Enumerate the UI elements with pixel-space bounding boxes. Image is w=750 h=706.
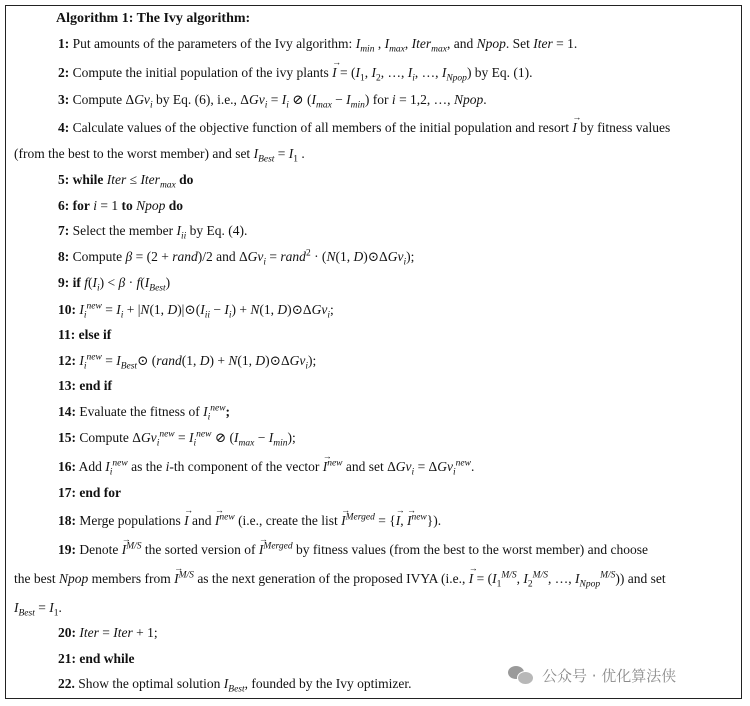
step-6: 6: for i = 1 to Npop do <box>58 198 184 213</box>
step-19: 19: Denote → $I^{M/S}$ the sorted version of → $I^{Merged}$ by fitness values (from the best to the worst member) and choose <box>58 541 648 558</box>
step-14: 14: Evaluate the fitness of $I_i^{new}$; <box>58 403 231 423</box>
step-21: 21: end while <box>58 651 135 666</box>
step-19-cont2: $I_{Best} = I_1$. <box>14 600 62 619</box>
step-15: 15: Compute $\Delta Gv_i^{new} = I_i^{new}$ ⊘ $(I_{max} - I_{min})$; <box>58 429 296 449</box>
step-17: 17: end for <box>58 485 121 500</box>
step-8: 8: Compute β = (2 + rand)/2 and ΔGv$_i$ = rand$^2$ · (N(1, D)⊙ΔGv$_i$); <box>58 248 415 268</box>
step-4-cont: (from the best to the worst member) and set $I_{Best} = I_1$ . <box>14 146 305 165</box>
step-12: 12: $I_i^{new}$ = $I_{Best}⊙$ (rand(1, D) + N(1, D)⊙ΔGv$_i$); <box>58 352 317 372</box>
step-19-cont: the best Npop members from → $I^{M/S}$ as the next generation of the proposed IVYA (i.e., → $I = (I_1^{M/S}$, $I_2^{M/S}$, …, $I_{Npop}^{M/S}$)) and set <box>14 570 666 587</box>
step-1: 1: Put amounts of the parameters of the Ivy algorithm: $I_{min}$ , $I_{max}$, Iter$_{max}$, and Npop. Set Iter = 1. <box>58 36 578 55</box>
watermark-text: 公众号 · 优化算法侠 <box>542 666 677 685</box>
step-5: 5: while Iter ≤ Iter$_{max}$ do <box>58 172 194 191</box>
step-7: 7: Select the member $I_{ii}$ by Eq. (4). <box>58 223 248 242</box>
step-13: 13: end if <box>58 378 113 393</box>
wechat-icon <box>508 664 534 686</box>
step-9: 9: if $f(I_i) < \beta \cdot f(I_{Best})$ <box>58 275 171 294</box>
step-18: 18: Merge populations → I and → $I^{new}$ (i.e., create the list → $I^{Merged}$ = {→ I, → $I^{new}$}). <box>58 512 441 529</box>
step-2: 2: Compute the initial population of the ivy plants → $I = (I_1$, $I_2$, …, $I_i$, …, $I_{Npop}$) by Eq. (1). <box>58 64 533 81</box>
algorithm-title: Algorithm 1: The Ivy algorithm: <box>56 11 251 26</box>
step-4: 4: Calculate values of the objective function of all members of the initial population and resort → I by fitness values <box>58 119 670 136</box>
step-3: 3: Compute ΔGv$_i$ by Eq. (6), i.e., $\Delta Gv_i = I_i$ ⊘ $(I_{max} - I_{min})$ for i = 1,2, …, Npop. <box>58 92 487 111</box>
step-22: 22. Show the optimal solution $I_{Best}$, founded by the Ivy optimizer. <box>58 676 412 695</box>
step-20: 20: Iter = Iter + 1; <box>58 625 158 640</box>
step-11: 11: else if <box>58 327 112 342</box>
watermark <box>508 664 676 686</box>
step-16: 16: Add $I_i^{new}$ as the i-th component of the vector → $I^{new}$ and set ΔGv$_i$ = ΔGv$_i^{new}$. <box>58 458 474 475</box>
step-10: 10: $I_i^{new} = I_i + |N(1$, $D)|⊙(I_{ii} - I_i) + N(1$, D)⊙ΔGv$_i$; <box>58 301 334 321</box>
